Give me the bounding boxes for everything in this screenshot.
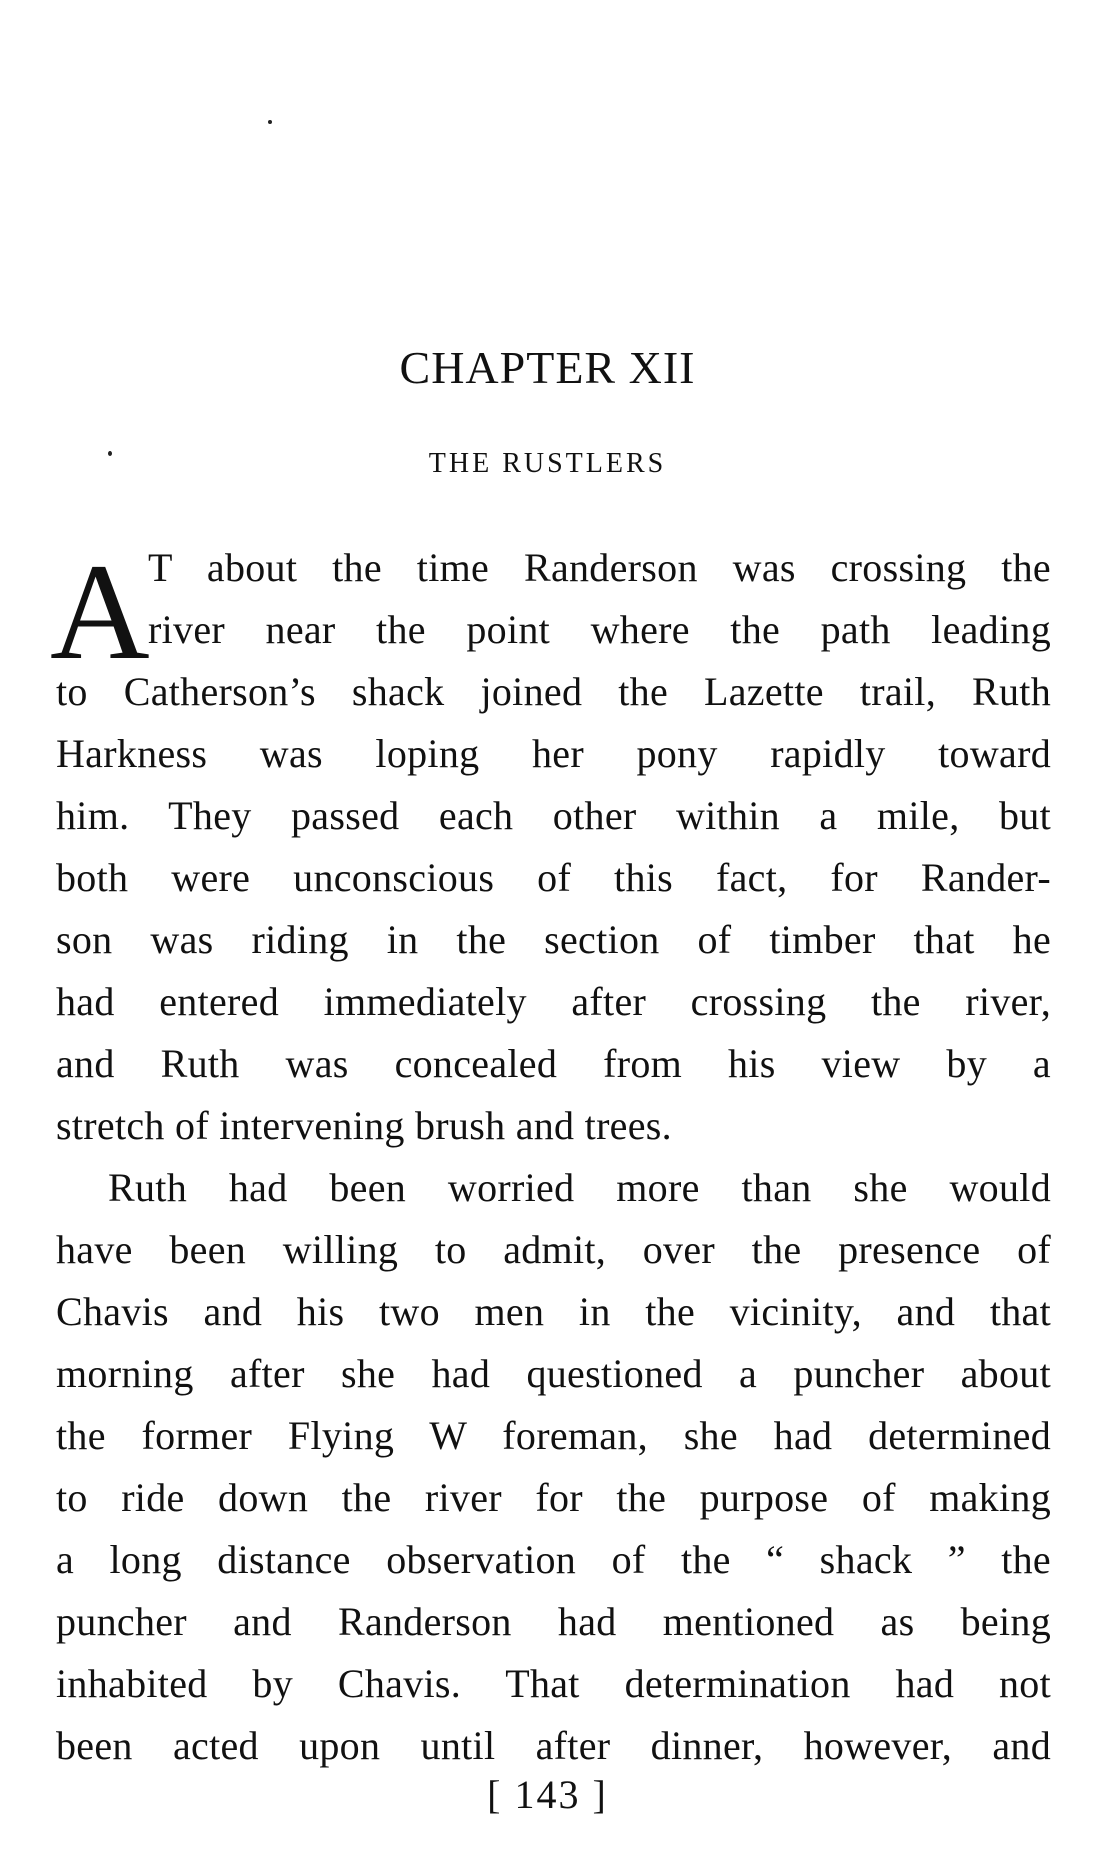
text-line: Ruth had been worried more than she would [108, 1165, 1051, 1210]
text-line: the former Flying W foreman, she had determined [56, 1413, 1051, 1458]
text-line: to ride down the river for the purpose of making [56, 1475, 1051, 1520]
text-line: both were unconscious of this fact, for Rander- [56, 855, 1051, 900]
text-line: a long distance observation of the “ shack ” the [56, 1537, 1051, 1582]
text-line: had entered immediately after crossing the river, [56, 979, 1051, 1024]
text-line: to Catherson’s shack joined the Lazette trail, Ruth [56, 669, 1051, 714]
ink-speck-top [268, 120, 272, 124]
text-line: him. They passed each other within a mile, but [56, 793, 1051, 838]
text-line: river near the point where the path leading [148, 607, 1051, 652]
drop-cap: A [50, 535, 150, 688]
body-text [50, 535, 1051, 1777]
paragraph-1 [56, 537, 1051, 1157]
chapter-number-heading: CHAPTER XII [399, 342, 696, 393]
text-line: inhabited by Chavis. That determination had not [56, 1661, 1051, 1706]
text-line: been acted upon until after dinner, however, and [56, 1723, 1051, 1768]
paragraph-2 [56, 1157, 1051, 1777]
text-line: T about the time Randerson was crossing the [148, 545, 1051, 590]
chapter-title-heading: THE RUSTLERS [428, 448, 667, 479]
text-line: stretch of intervening brush and trees. [56, 1103, 672, 1148]
text-line: and Ruth was concealed from his view by a [56, 1041, 1051, 1086]
page-number: [ 143 ] [487, 1772, 608, 1817]
text-line: have been willing to admit, over the presence of [56, 1227, 1051, 1272]
text-line: son was riding in the section of timber that he [56, 917, 1051, 962]
text-line: puncher and Randerson had mentioned as being [56, 1599, 1051, 1644]
text-line: Harkness was loping her pony rapidly toward [56, 731, 1051, 776]
text-line: Chavis and his two men in the vicinity, and that [56, 1289, 1051, 1334]
text-line: morning after she had questioned a puncher about [56, 1351, 1051, 1396]
